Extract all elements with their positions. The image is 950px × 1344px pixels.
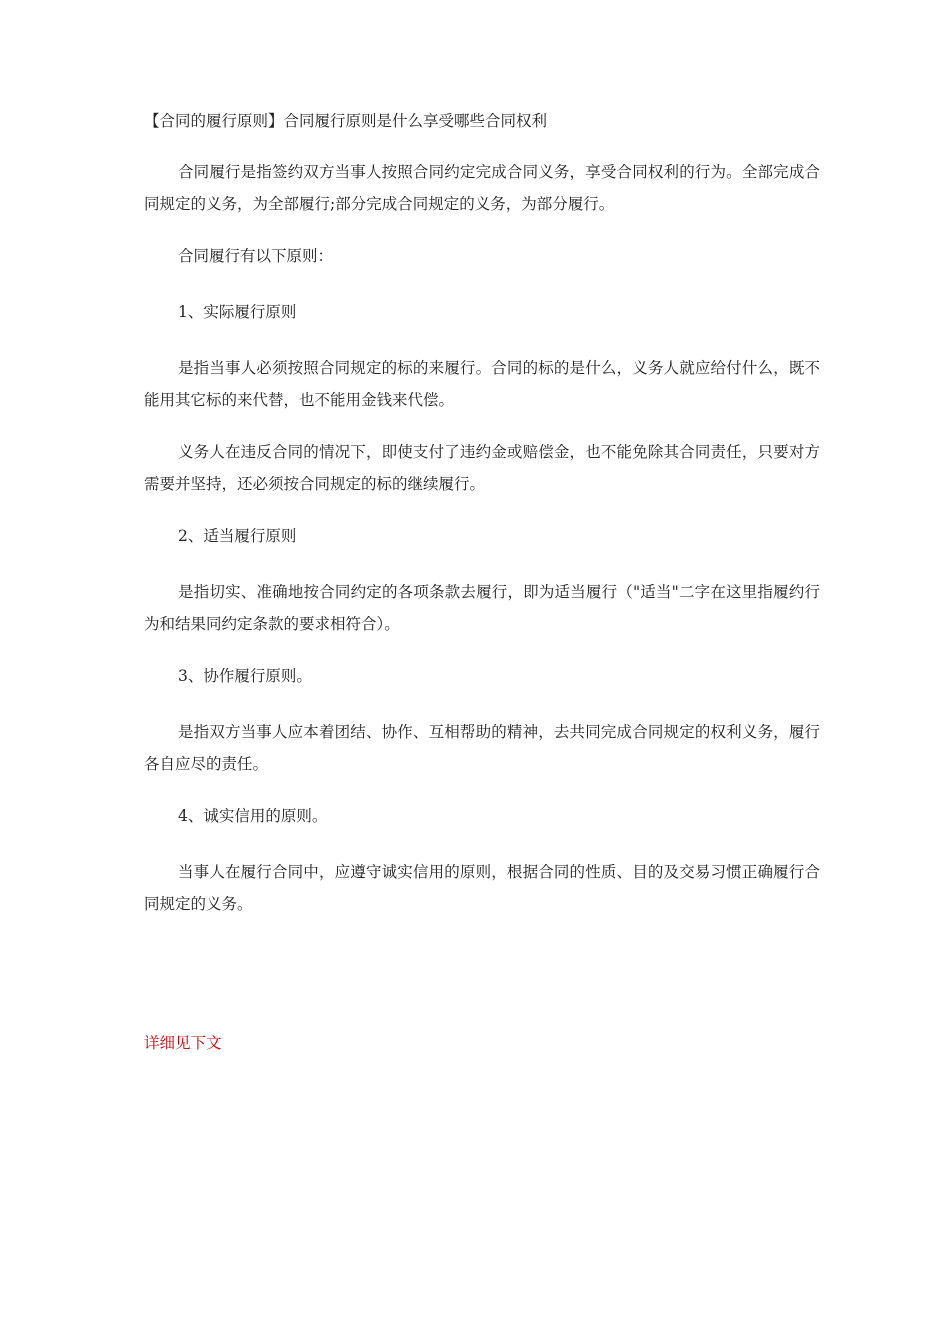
- document-body: [144, 106, 820, 940]
- section-heading-1: 1、实际履行原则: [178, 303, 297, 321]
- document-title: 【合同的履行原则】合同履行原则是什么享受哪些合同权利: [144, 112, 548, 130]
- section-4-paragraph-1: 当事人在履行合同中，应遵守诚实信用的原则，根据合同的性质、目的及交易习惯正确履行合同规定的义务。: [144, 863, 820, 913]
- intro-paragraph: 合同履行是指签约双方当事人按照合同约定完成合同义务，享受合同权利的行为。全部完成合同规定的义务，为全部履行;部分完成合同规定的义务，为部分履行。: [144, 163, 820, 213]
- section-heading-3: 3、协作履行原则。: [178, 667, 312, 685]
- section-3-paragraph-1: 是指双方当事人应本着团结、协作、互相帮助的精神，去共同完成合同规定的权利义务，履行各自应尽的责任。: [144, 723, 820, 773]
- section-heading-2: 2、适当履行原则: [178, 527, 297, 545]
- section-1-paragraph-1: 是指当事人必须按照合同规定的标的来履行。合同的标的是什么，义务人就应给付什么，既不能用其它标的来代替，也不能用金钱来代偿。: [144, 359, 820, 409]
- section-2-paragraph-1: 是指切实、准确地按合同约定的各项条款去履行，即为适当履行（"适当"二字在这里指履约行为和结果同约定条款的要求相符合）。: [144, 583, 820, 633]
- section-1-paragraph-2: 义务人在违反合同的情况下，即使支付了违约金或赔偿金，也不能免除其合同责任，只要对方需要并坚持，还必须按合同规定的标的继续履行。: [144, 443, 820, 493]
- principles-lead: 合同履行有以下原则：: [178, 247, 334, 265]
- see-more-link[interactable]: 详细见下文: [144, 1034, 222, 1052]
- section-heading-4: 4、诚实信用的原则。: [178, 807, 328, 825]
